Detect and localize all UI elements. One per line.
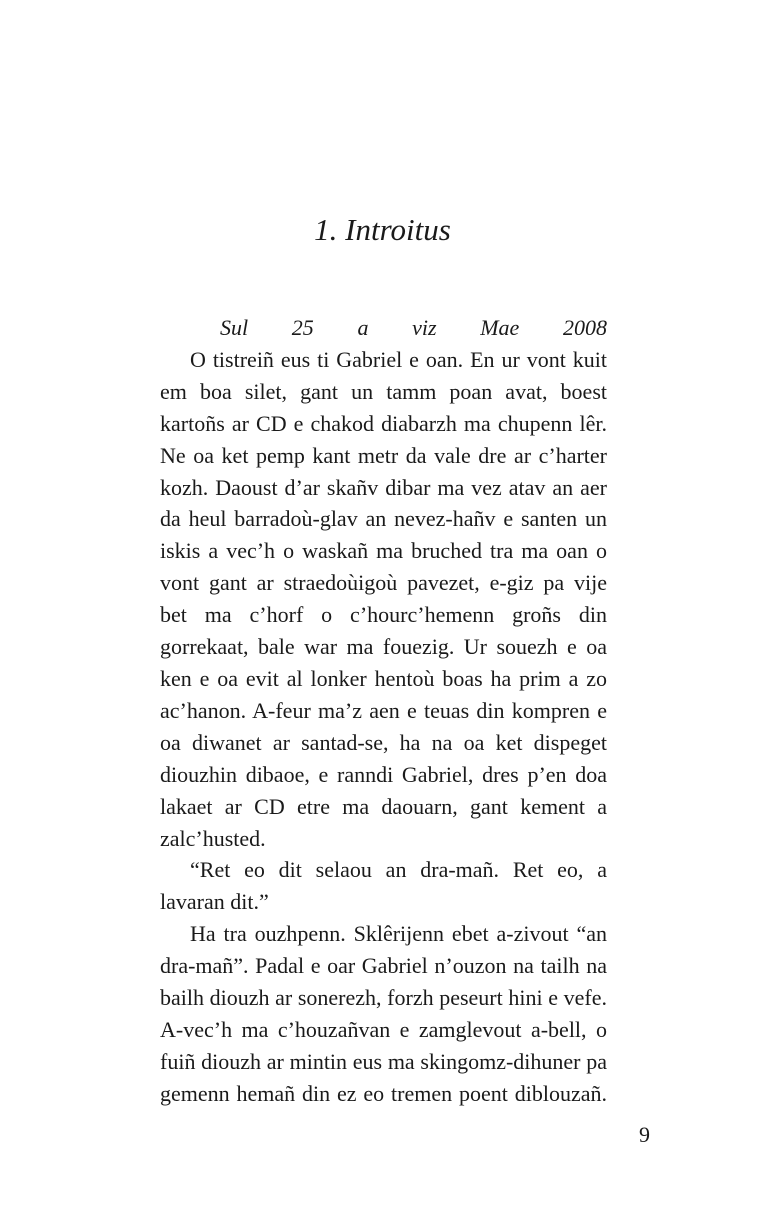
paragraph: “Ret eo dit selaou an dra-mañ. Ret eo, a lavaran dit.”	[160, 857, 607, 915]
page-number: 9	[639, 1122, 650, 1147]
chapter-title: 1. Introitus	[314, 212, 451, 247]
paragraph: O tistreiñ eus ti Gabriel e oan. En ur vont kuit em boa silet, gant un tamm poan avat, boest kartoñs ar CD e chakod diabarzh ma chupenn lêr. Ne oa ket pemp kant metr da vale dre ar c’harter kozh. Daoust d’ar skañv dibar ma vez atav an aer da heul barradoù-glav an nevez-hañv e santen un iskis a vec’h o waskañ ma bruched tra ma oan o vont gant ar straedoùigoù pavezet, e-giz pa vije bet ma c’horf o c’hourc’hemenn groñs din gorrekaat, bale war ma fouezig. Ur souezh e oa ken e oa evit al lonker hentoù boas ha prim a zo ac’hanon. A-feur ma’z aen e teuas din kompren e oa diwanet ar santad-se, ha na oa ket dispeget diouzhin dibaoe, e ranndi Gabriel, dres p’en doa lakaet ar CD etre ma daouarn, gant kement a zalc’husted.	[160, 346, 607, 851]
entry-date: Sul 25 a viz Mae 2008	[220, 315, 607, 340]
body-text	[160, 312, 607, 1110]
paragraph: Ha tra ouzhpenn. Sklêrijenn ebet a-zivout “an dra-mañ”. Padal e oar Gabriel n’ouzon na tailh na bailh diouzh ar sonerezh, forzh peseurt hini e vefe. A-vec’h ma c’houzañvan e zamglevout a-bell, o fuiñ diouzh ar mintin eus ma skingomz-dihuner pa gemenn hemañ din ez eo tremen poent diblouzañ.	[160, 921, 607, 1106]
